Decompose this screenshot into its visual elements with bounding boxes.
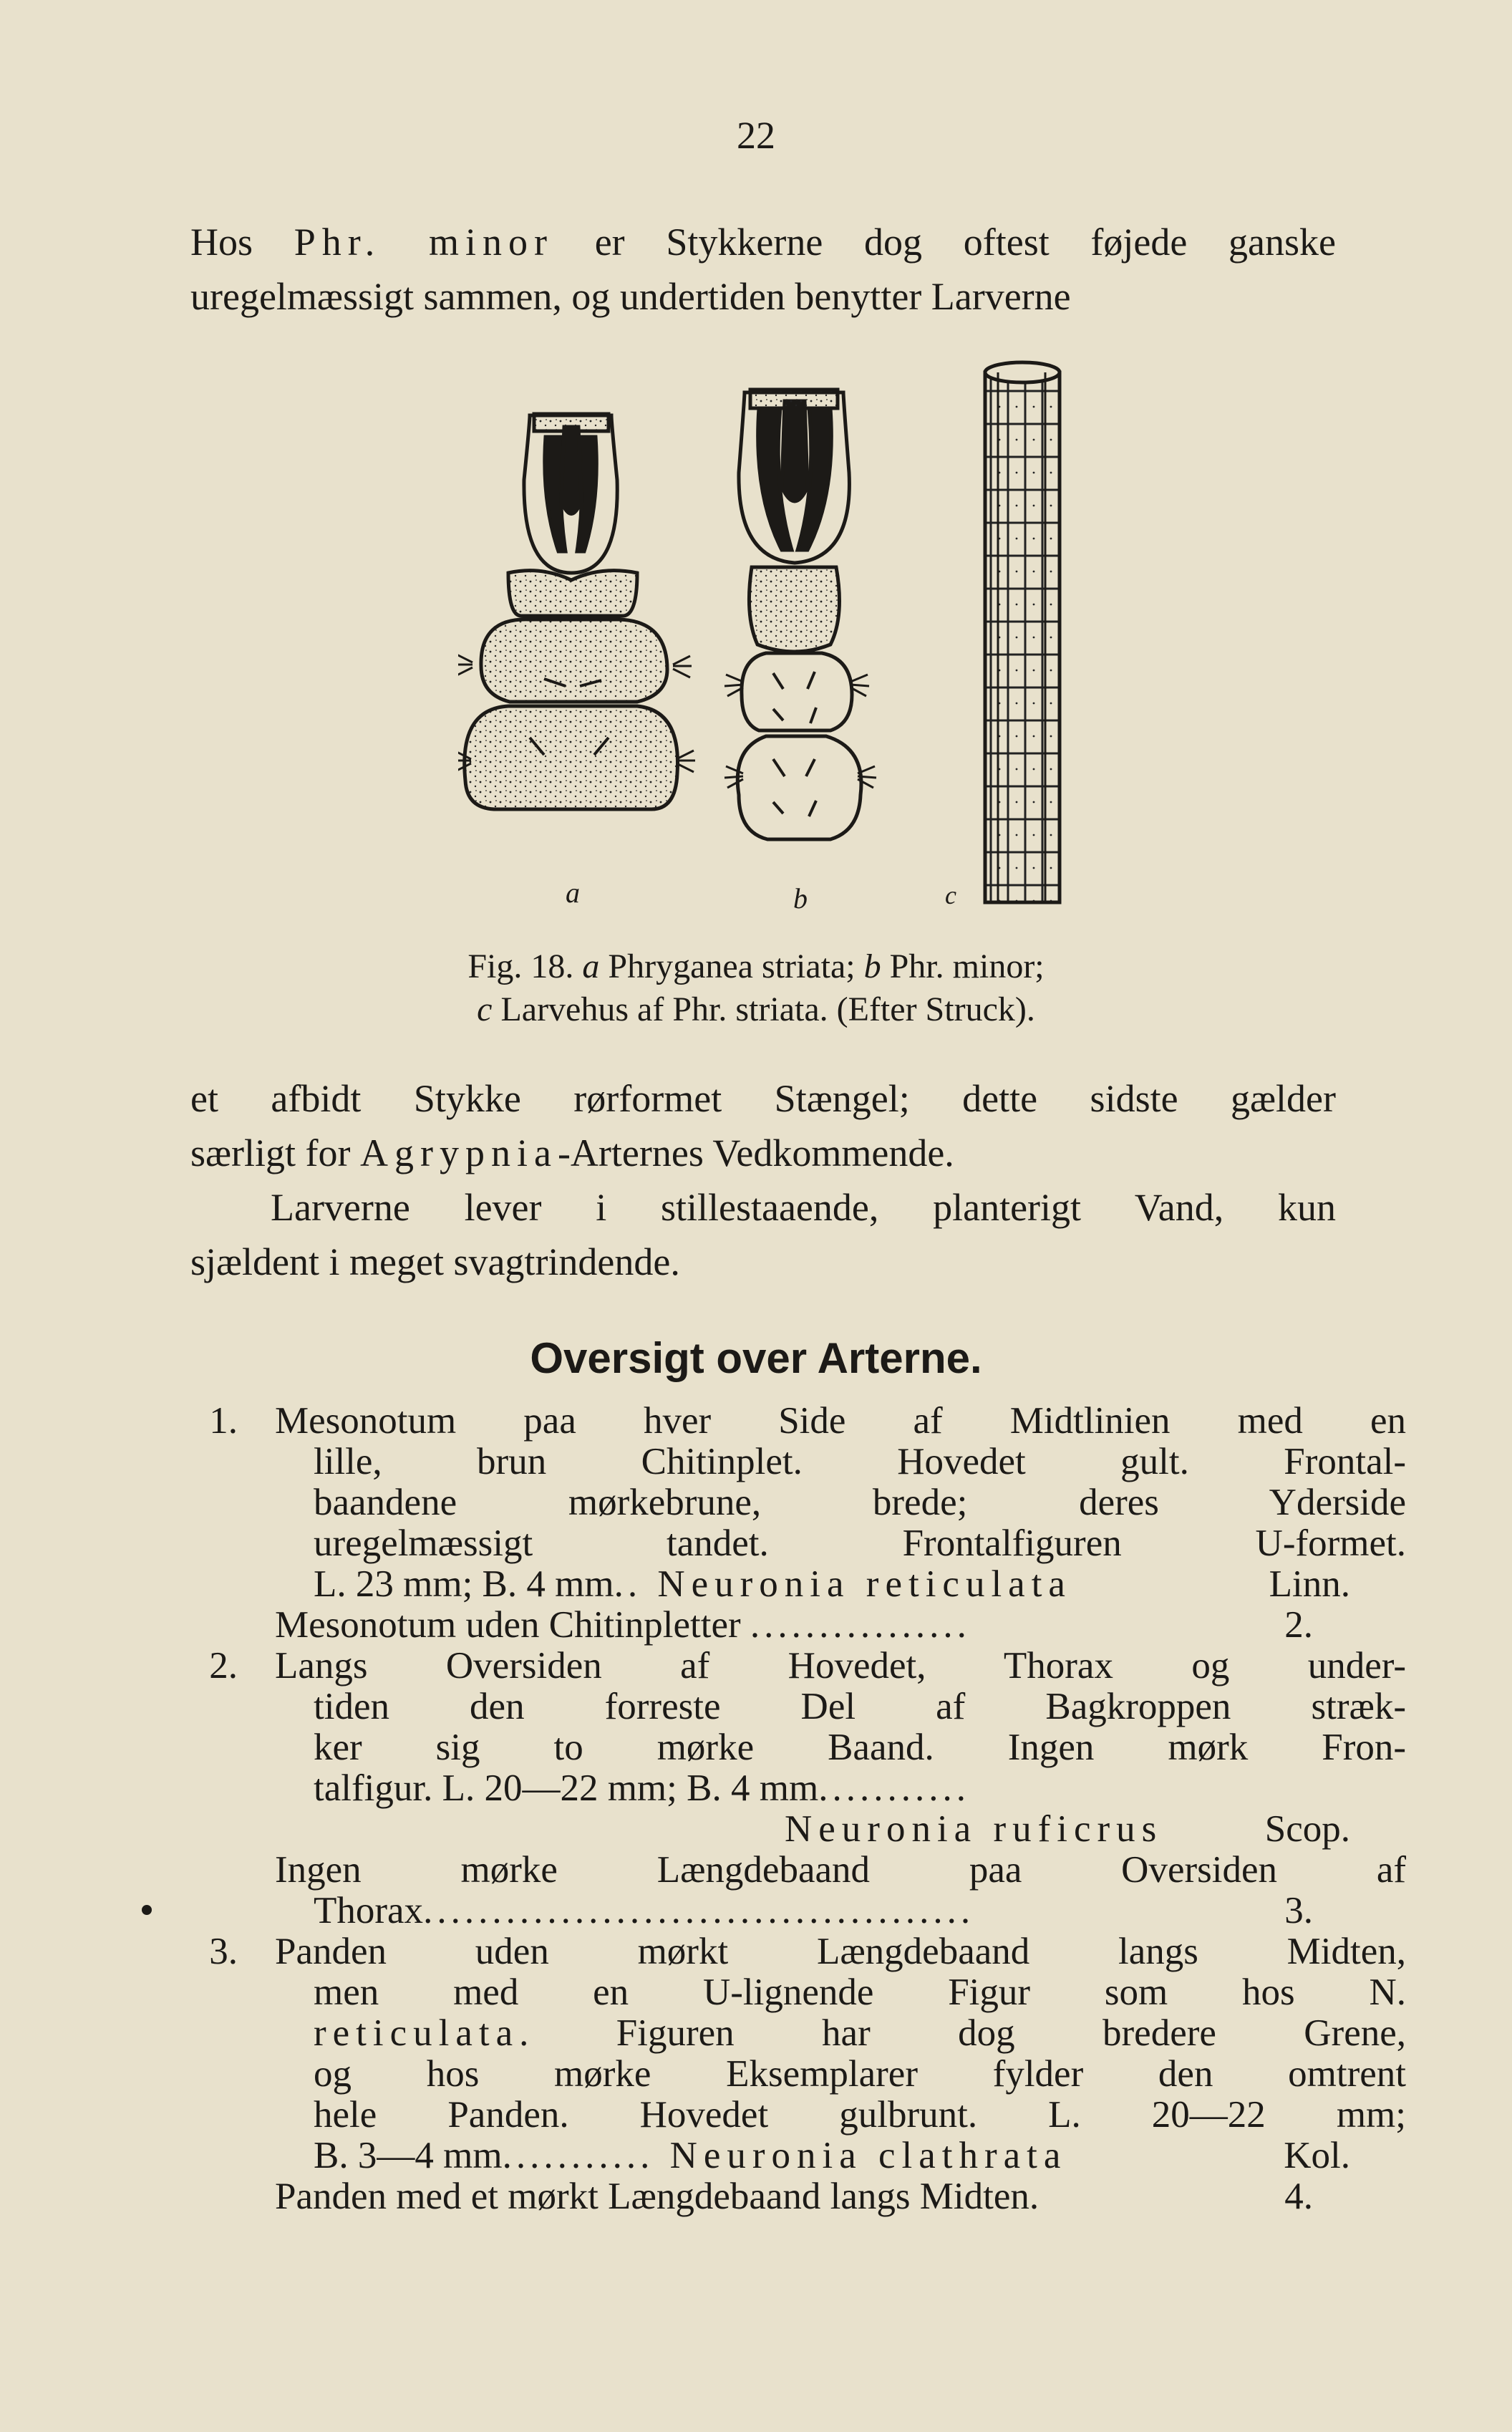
- species-name: Phr. minor: [294, 221, 553, 264]
- larva-a-drawing: [458, 414, 695, 809]
- text-line: Larverne lever i stillestaaende, planterigt Vand, kun: [271, 1186, 1336, 1229]
- figure-caption: [0, 945, 1512, 1031]
- key-row: lille, brun Chitinplet. Hovedet gult. Frontal-: [314, 1441, 1406, 1482]
- key-number: 2.: [209, 1645, 238, 1687]
- figure-label-c: c: [945, 881, 956, 909]
- identification-key: [190, 1400, 1406, 2217]
- key-row: 2. Langs Oversiden af Hovedet, Thorax og under-: [190, 1646, 1350, 1687]
- larva-b-drawing: [724, 390, 876, 839]
- key-row: Thorax........................................ 3.: [314, 1890, 1313, 1931]
- caption-line: Fig. 18. a Phryganea striata; b Phr. minor;: [467, 947, 1045, 985]
- species-name: Neuronia reticulata: [641, 1563, 1072, 1605]
- key-row: baandene mørkebrune, brede; deres Yderside: [314, 1482, 1406, 1523]
- larval-case-c-drawing: [985, 362, 1060, 902]
- key-row: ker sig to mørke Baand. Ingen mørk Fron-: [314, 1727, 1406, 1768]
- species-name: reticulata: [314, 2012, 520, 2054]
- genus-name: Agrypnia: [360, 1131, 558, 1174]
- figure-label-b: b: [793, 882, 808, 915]
- key-row: 3. Panden uden mørkt Længdebaand langs Midten,: [190, 1931, 1350, 1972]
- key-row: L. 23 mm; B. 4 mm.. Neuronia reticulata Linn.: [314, 1563, 1350, 1605]
- author-name: Kol.: [1284, 2135, 1350, 2176]
- section-heading: Oversigt over Arterne.: [530, 1334, 982, 1382]
- key-row: [190, 1809, 1350, 1850]
- key-reference: 3.: [1284, 1890, 1313, 1931]
- author-name: Scop.: [1264, 1808, 1350, 1850]
- author-name: Linn.: [1269, 1563, 1350, 1605]
- key-row: Mesonotum uden Chitinpletter ................ 2.: [275, 1604, 1313, 1646]
- species-name: Neuronia clathrata: [654, 2135, 1067, 2176]
- text-line: sjældent i meget svagtrindende.: [190, 1240, 680, 1283]
- print-speck: [142, 1905, 152, 1915]
- figure-18: [458, 358, 1088, 931]
- key-row: men med en U-lignende Figur som hos N.: [314, 1972, 1406, 2013]
- intro-paragraph: [190, 215, 1336, 324]
- key-row: hele Panden. Hovedet gulbrunt. L. 20—22 mm;: [314, 2094, 1406, 2136]
- text-line: Hos Phr. minor er Stykkerne dog oftest føjede ganske: [190, 221, 1337, 264]
- key-row: uregelmæssigt tandet. Frontalfiguren U-formet.: [314, 1523, 1406, 1564]
- key-row: 1. Mesonotum paa hver Side af Midtlinien med en: [190, 1401, 1350, 1442]
- key-reference: 4.: [1284, 2176, 1313, 2217]
- key-number: 3.: [209, 1931, 238, 1972]
- key-row: tiden den forreste Del af Bagkroppen stræk-: [314, 1686, 1406, 1727]
- key-row: Panden med et mørkt Længdebaand langs Midten. 4.: [275, 2176, 1313, 2217]
- text-line: et afbidt Stykke rørformet Stængel; dette sidste gælder: [190, 1077, 1336, 1120]
- page-number: 22: [737, 114, 775, 157]
- key-row: reticulata. Figuren har dog bredere Grene,: [314, 2012, 1406, 2054]
- body-paragraph: [190, 1071, 1336, 1289]
- text-line: særligt for Agrypnia-Arternes Vedkommende.: [190, 1131, 954, 1174]
- key-number: 1.: [209, 1400, 238, 1442]
- key-row: B. 3—4 mm........... Neuronia clathrata Kol.: [314, 2135, 1350, 2176]
- key-row: Ingen mørke Længdebaand paa Oversiden af: [275, 1849, 1406, 1891]
- larvae-illustration: [458, 358, 1088, 931]
- species-name: Neuronia ruficrus: [785, 1808, 1163, 1850]
- key-row: og hos mørke Eksemplarer fylder den omtrent: [314, 2053, 1406, 2095]
- figure-label-a: a: [566, 877, 580, 909]
- key-row: talfigur. L. 20—22 mm; B. 4 mm...........: [314, 1767, 970, 1809]
- text-line: uregelmæssigt sammen, og undertiden benytter Larverne: [190, 275, 1071, 318]
- caption-line: c Larvehus af Phr. striata. (Efter Struck).: [477, 990, 1035, 1028]
- key-reference: 2.: [1284, 1604, 1313, 1646]
